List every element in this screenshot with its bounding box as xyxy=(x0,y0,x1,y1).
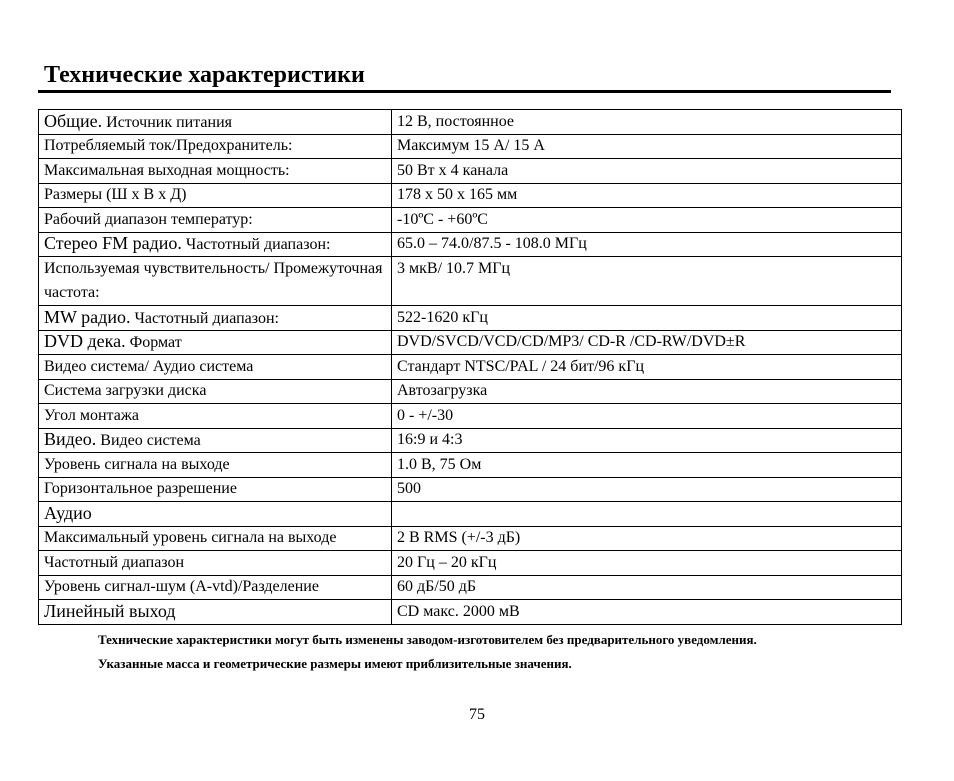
spec-label-cell xyxy=(39,110,392,135)
spec-label-cell xyxy=(39,551,392,576)
spec-row xyxy=(39,183,902,208)
spec-value: DVD/SVCD/VCD/CD/MP3/ CD-R /CD-RW/DVD±R xyxy=(397,333,746,351)
spec-label: Угол монтажа xyxy=(44,406,139,424)
spec-value-cell xyxy=(392,453,902,478)
spec-row xyxy=(39,257,902,306)
spec-value-cell xyxy=(392,379,902,404)
spec-value: 500 xyxy=(397,480,421,498)
spec-row xyxy=(39,355,902,380)
spec-row xyxy=(39,159,902,184)
spec-value-cell xyxy=(392,208,902,233)
spec-row xyxy=(39,526,902,551)
spec-value: 50 Вт x 4 канала xyxy=(397,161,509,179)
title-rule xyxy=(38,90,891,93)
spec-value-cell xyxy=(392,428,902,453)
spec-section-title: MW радио. xyxy=(44,306,131,327)
spec-section-title: Линейный выход xyxy=(44,600,176,621)
spec-row xyxy=(39,208,902,233)
spec-value: Максимум 15 А/ 15 А xyxy=(397,137,545,155)
spec-label-cell xyxy=(39,355,392,380)
spec-label-cell xyxy=(39,477,392,502)
spec-label-cell xyxy=(39,257,392,306)
spec-row xyxy=(39,110,902,135)
spec-label: Потребляемый ток/Предохранитель: xyxy=(44,137,293,155)
spec-value: -10ºC - +60ºC xyxy=(397,210,488,228)
disclaimer-note: Технические характеристики могут быть изменены заводом-изготовителем без предварительного уведомления. xyxy=(98,632,757,647)
spec-row xyxy=(39,551,902,576)
spec-label: Система загрузки диска xyxy=(44,382,207,400)
spec-value: 12 В, постоянное xyxy=(397,112,514,130)
spec-row xyxy=(39,502,902,527)
spec-value: 178 x 50 x 165 мм xyxy=(397,186,518,204)
spec-label-cell xyxy=(39,502,392,527)
spec-label: Максимальный уровень сигнала на выходе xyxy=(44,529,337,547)
spec-label: Используемая чувствительность/ Промежуточная частота: xyxy=(44,260,383,301)
specs-table xyxy=(38,109,902,625)
spec-value: 1.0 В, 75 Ом xyxy=(397,455,482,473)
spec-label: Рабочий диапазон температур: xyxy=(44,210,253,228)
spec-value-cell xyxy=(392,183,902,208)
approximate-values-note: Указанные масса и геометрические размеры имеют приблизительные значения. xyxy=(98,656,572,671)
spec-label: Частотный диапазон: xyxy=(134,309,279,327)
spec-row xyxy=(39,134,902,159)
spec-row xyxy=(39,404,902,429)
spec-value: CD макс. 2000 мВ xyxy=(397,602,520,620)
spec-label-cell xyxy=(39,208,392,233)
page-number: 75 xyxy=(469,706,485,723)
spec-label-cell xyxy=(39,526,392,551)
spec-label: Частотный диапазон: xyxy=(185,236,331,254)
spec-value-cell xyxy=(392,551,902,576)
spec-section-title: Видео. xyxy=(44,429,97,450)
spec-value-cell xyxy=(392,110,902,135)
spec-value: 2 В RMS (+/-3 дБ) xyxy=(397,529,521,547)
spec-value-cell xyxy=(392,330,902,355)
spec-row xyxy=(39,379,902,404)
spec-label-cell xyxy=(39,575,392,600)
spec-label-cell xyxy=(39,404,392,429)
spec-value-cell xyxy=(392,477,902,502)
spec-value: 60 дБ/50 дБ xyxy=(397,578,477,596)
spec-value-cell xyxy=(392,526,902,551)
spec-value-cell xyxy=(392,257,902,306)
spec-value-cell xyxy=(392,600,902,625)
spec-label-cell xyxy=(39,428,392,453)
spec-label: Формат xyxy=(129,334,182,352)
spec-label-cell xyxy=(39,134,392,159)
spec-label: Уровень сигнал-шум (A-vtd)/Разделение xyxy=(44,578,319,596)
specs-table-body xyxy=(39,110,902,625)
spec-value: 3 мкВ/ 10.7 МГц xyxy=(397,260,511,277)
spec-value: 16:9 и 4:3 xyxy=(397,431,463,449)
spec-label-cell xyxy=(39,330,392,355)
spec-value-cell xyxy=(392,355,902,380)
spec-section-title: Стерео FM радио. xyxy=(44,233,182,254)
spec-label: Максимальная выходная мощность: xyxy=(44,161,290,179)
spec-row xyxy=(39,306,902,331)
spec-label-cell xyxy=(39,600,392,625)
spec-label-cell xyxy=(39,232,392,257)
spec-value: 20 Гц – 20 кГц xyxy=(397,553,497,571)
spec-section-title: Аудио xyxy=(44,502,92,523)
spec-label: Источник питания xyxy=(106,113,233,131)
spec-value-cell xyxy=(392,159,902,184)
spec-row xyxy=(39,477,902,502)
spec-value: Стандарт NTSC/PAL / 24 бит/96 кГц xyxy=(397,357,645,375)
spec-value-cell xyxy=(392,502,902,527)
spec-row xyxy=(39,575,902,600)
spec-value: Автозагрузка xyxy=(397,382,488,400)
spec-label: Видео система/ Аудио система xyxy=(44,357,254,375)
spec-label-cell xyxy=(39,453,392,478)
spec-value-cell xyxy=(392,404,902,429)
spec-value-cell xyxy=(392,306,902,331)
spec-row xyxy=(39,330,902,355)
spec-label: Уровень сигнала на выходе xyxy=(44,455,230,473)
spec-value-cell xyxy=(392,575,902,600)
spec-label-cell xyxy=(39,159,392,184)
spec-label: Частотный диапазон xyxy=(44,553,185,571)
spec-row xyxy=(39,428,902,453)
page-title: Технические характеристики xyxy=(44,62,365,88)
spec-label: Видео система xyxy=(100,432,201,450)
spec-label-cell xyxy=(39,183,392,208)
spec-row xyxy=(39,453,902,478)
spec-section-title: DVD дека. xyxy=(44,331,126,352)
spec-value: 522-1620 кГц xyxy=(397,308,488,326)
spec-value: 0 - +/-30 xyxy=(397,406,454,424)
spec-row xyxy=(39,600,902,625)
spec-value-cell xyxy=(392,232,902,257)
spec-value: 65.0 – 74.0/87.5 - 108.0 МГц xyxy=(397,235,587,253)
spec-label-cell xyxy=(39,306,392,331)
spec-section-title: Общие. xyxy=(44,110,103,131)
spec-label: Размеры (Ш x В x Д) xyxy=(44,186,187,204)
spec-value-cell xyxy=(392,134,902,159)
spec-row xyxy=(39,232,902,257)
spec-label-cell xyxy=(39,379,392,404)
spec-label: Горизонтальное разрешение xyxy=(44,480,237,498)
